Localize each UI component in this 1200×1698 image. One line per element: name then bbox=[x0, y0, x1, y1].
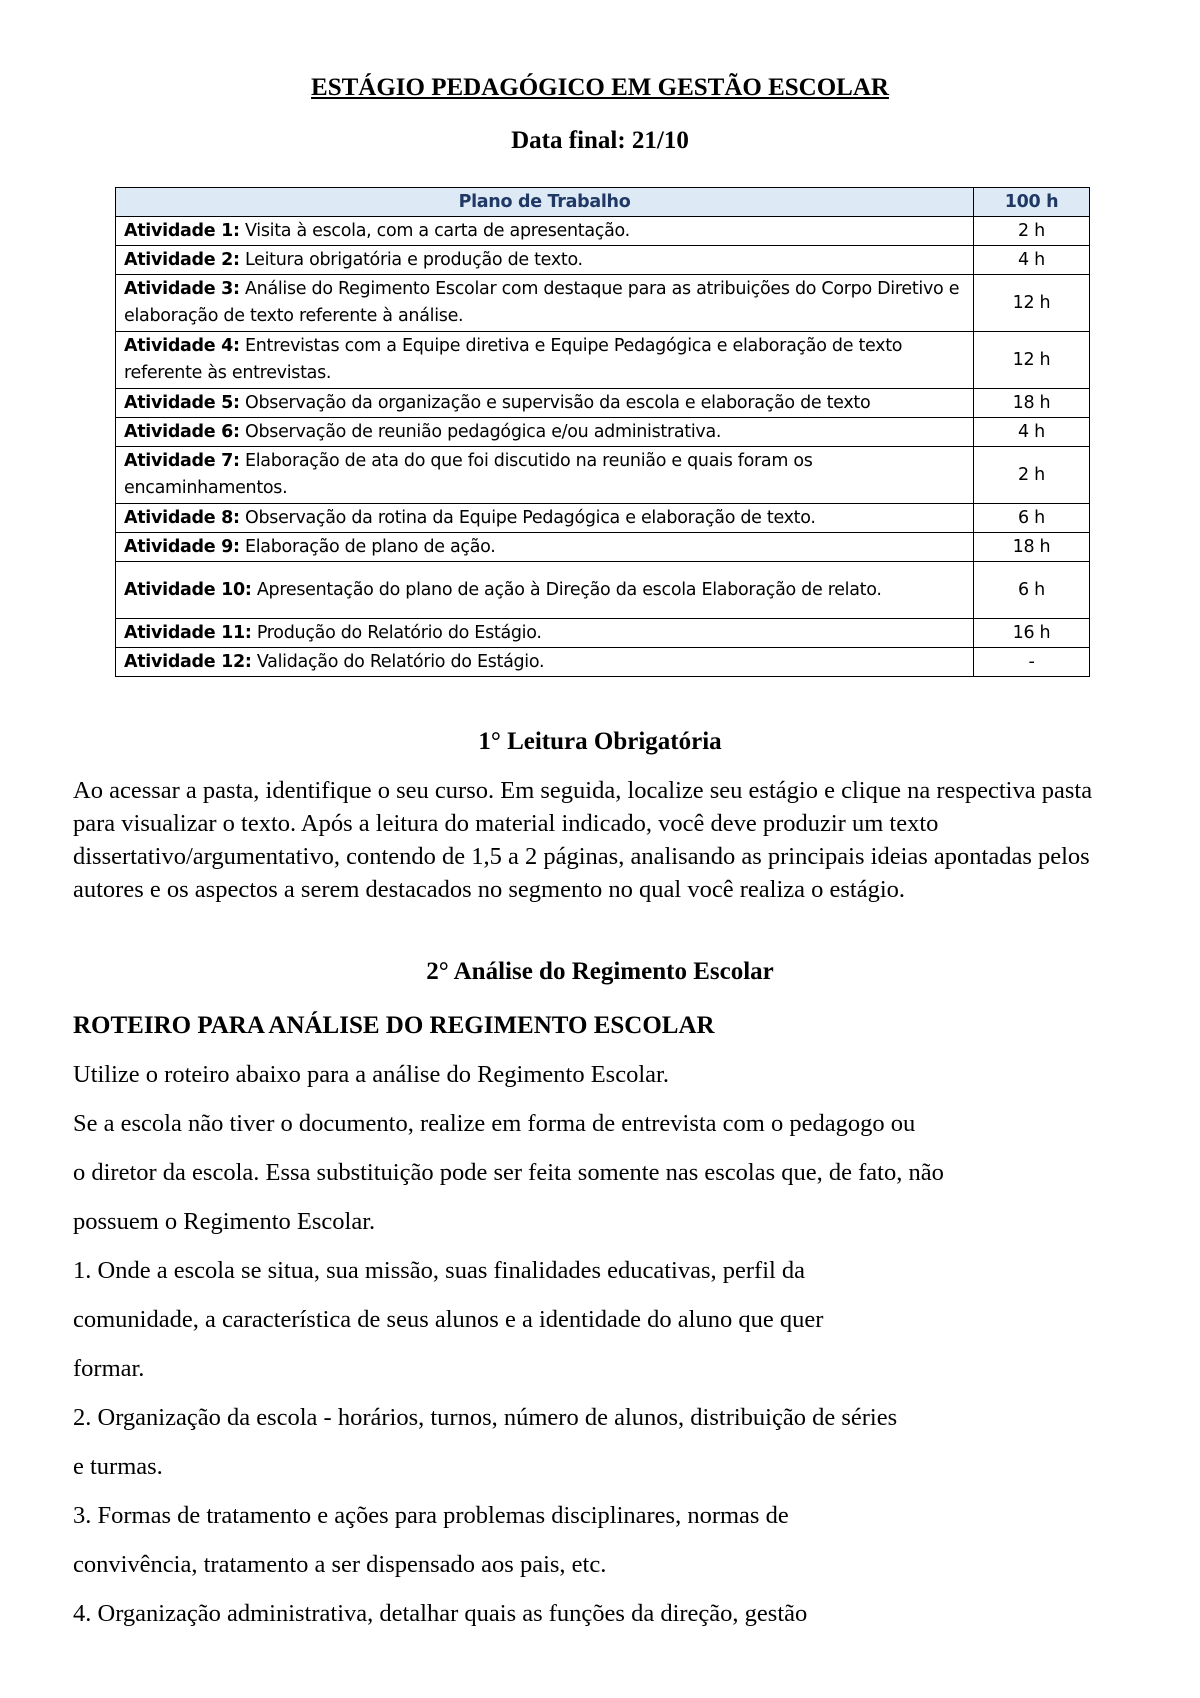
hours-cell: 6 h bbox=[974, 562, 1090, 619]
activity-label: Atividade 10: bbox=[124, 579, 252, 600]
text-line: o diretor da escola. Essa substituição pode ser feita somente nas escolas que, de fato, não bbox=[73, 1159, 944, 1186]
activity-text: Elaboração de plano de ação. bbox=[239, 536, 496, 557]
text-line: Utilize o roteiro abaixo para a análise do Regimento Escolar. bbox=[73, 1061, 669, 1088]
activity-label: Atividade 6: bbox=[124, 421, 240, 442]
activity-text: Produção do Relatório do Estágio. bbox=[251, 622, 542, 643]
section2-heading: 2° Análise do Regimento Escolar bbox=[426, 958, 774, 985]
activity-cell bbox=[116, 504, 974, 533]
table-row bbox=[116, 332, 1090, 389]
total-hours-header: 100 h bbox=[974, 188, 1090, 217]
hours-cell: 12 h bbox=[974, 332, 1090, 389]
text-line: comunidade, a característica de seus alunos e a identidade do aluno que quer bbox=[73, 1306, 824, 1333]
activity-cell bbox=[116, 533, 974, 562]
table-header-row bbox=[116, 188, 1090, 217]
activity-label: Atividade 9: bbox=[124, 536, 240, 557]
hours-cell: 4 h bbox=[974, 418, 1090, 447]
activity-label: Atividade 2: bbox=[124, 249, 240, 270]
text-line: 4. Organização administrativa, detalhar quais as funções da direção, gestão bbox=[73, 1600, 808, 1627]
roteiro-heading: ROTEIRO PARA ANÁLISE DO REGIMENTO ESCOLAR bbox=[73, 1012, 715, 1039]
table-row bbox=[116, 504, 1090, 533]
table-row bbox=[116, 533, 1090, 562]
work-plan-table bbox=[115, 187, 1090, 677]
activity-cell bbox=[116, 447, 974, 504]
activity-text: Leitura obrigatória e produção de texto. bbox=[239, 249, 583, 270]
hours-cell: 18 h bbox=[974, 533, 1090, 562]
activity-label: Atividade 1: bbox=[124, 220, 240, 241]
activity-label: Atividade 5: bbox=[124, 392, 240, 413]
hours-cell: 12 h bbox=[974, 275, 1090, 332]
text-line: Se a escola não tiver o documento, realize em forma de entrevista com o pedagogo ou bbox=[73, 1110, 916, 1137]
hours-cell: 16 h bbox=[974, 619, 1090, 648]
text-line: convivência, tratamento a ser dispensado aos pais, etc. bbox=[73, 1551, 607, 1578]
text-line: e turmas. bbox=[73, 1453, 163, 1480]
hours-cell: 4 h bbox=[974, 246, 1090, 275]
activity-cell bbox=[116, 562, 974, 619]
hours-cell: 18 h bbox=[974, 389, 1090, 418]
activity-cell bbox=[116, 418, 974, 447]
activity-label: Atividade 8: bbox=[124, 507, 240, 528]
hours-cell: - bbox=[974, 648, 1090, 677]
text-line: 2. Organização da escola - horários, turnos, número de alunos, distribuição de séries bbox=[73, 1404, 898, 1431]
activity-label: Atividade 3: bbox=[124, 279, 240, 299]
table-row bbox=[116, 447, 1090, 504]
text-line: possuem o Regimento Escolar. bbox=[73, 1208, 376, 1235]
activity-cell bbox=[116, 619, 974, 648]
activity-text: Entrevistas com a Equipe diretiva e Equipe Pedagógica e elaboração de texto referente às entrevistas. bbox=[124, 336, 903, 383]
activity-text: Observação da organização e supervisão da escola e elaboração de texto bbox=[239, 392, 871, 413]
table-row bbox=[116, 275, 1090, 332]
table-row bbox=[116, 418, 1090, 447]
activity-cell bbox=[116, 648, 974, 677]
activity-cell bbox=[116, 246, 974, 275]
activity-text: Visita à escola, com a carta de apresentação. bbox=[239, 220, 630, 241]
activity-text: Observação de reunião pedagógica e/ou administrativa. bbox=[239, 421, 722, 442]
section1-heading: 1° Leitura Obrigatória bbox=[478, 728, 722, 755]
activity-label: Atividade 12: bbox=[124, 651, 252, 672]
activity-label: Atividade 7: bbox=[124, 451, 240, 471]
activity-text: Validação do Relatório do Estágio. bbox=[251, 651, 545, 672]
activity-label: Atividade 11: bbox=[124, 622, 252, 643]
plan-header: Plano de Trabalho bbox=[116, 188, 974, 217]
table-row bbox=[116, 217, 1090, 246]
section1-paragraph: Ao acessar a pasta, identifique o seu curso. Em seguida, localize seu estágio e clique na respectiva pasta para visualizar o texto. Após a leitura do material indicado, você deve produzir um texto dissertativo/argumentativo, contendo de 1,5 a 2 páginas, analisando as principais ideias apontadas pelos autores e os aspectos a serem destacados no segmento no qual você realiza o estágio. bbox=[73, 777, 1093, 903]
activity-label: Atividade 4: bbox=[124, 336, 240, 356]
activity-cell bbox=[116, 389, 974, 418]
activity-cell bbox=[116, 275, 974, 332]
table-row bbox=[116, 562, 1090, 619]
activity-text: Apresentação do plano de ação à Direção da escola Elaboração de relato. bbox=[251, 579, 882, 600]
activity-text: Elaboração de ata do que foi discutido na reunião e quais foram os encaminhamentos. bbox=[124, 451, 813, 498]
text-line: 1. Onde a escola se situa, sua missão, suas finalidades educativas, perfil da bbox=[73, 1257, 806, 1284]
activity-cell bbox=[116, 332, 974, 389]
activity-text: Observação da rotina da Equipe Pedagógica e elaboração de texto. bbox=[239, 507, 816, 528]
table-row bbox=[116, 246, 1090, 275]
hours-cell: 2 h bbox=[974, 447, 1090, 504]
document-title: ESTÁGIO PEDAGÓGICO EM GESTÃO ESCOLAR bbox=[311, 74, 889, 101]
table-row bbox=[116, 619, 1090, 648]
activity-cell bbox=[116, 217, 974, 246]
activity-text: Análise do Regimento Escolar com destaque para as atribuições do Corpo Diretivo e elaboração de texto referente à análise. bbox=[124, 279, 960, 326]
deadline-text: Data final: 21/10 bbox=[511, 127, 689, 154]
table-row bbox=[116, 389, 1090, 418]
hours-cell: 6 h bbox=[974, 504, 1090, 533]
text-line: 3. Formas de tratamento e ações para problemas disciplinares, normas de bbox=[73, 1502, 789, 1529]
text-line: formar. bbox=[73, 1355, 145, 1382]
table-row bbox=[116, 648, 1090, 677]
hours-cell: 2 h bbox=[974, 217, 1090, 246]
